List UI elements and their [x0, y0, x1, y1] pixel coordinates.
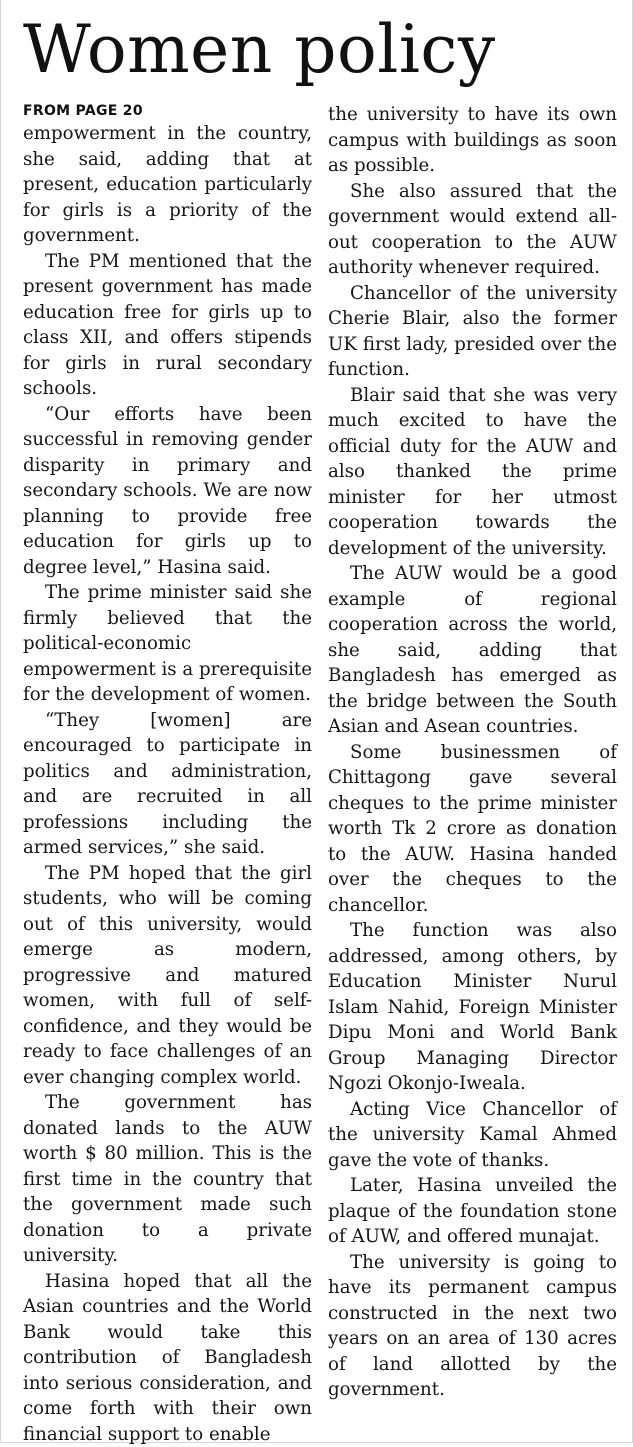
paragraph: The prime minister said she firmly believed that the political-economic empowerment is a prerequisite for the development of women. — [23, 580, 312, 708]
jump-label: FROM PAGE 20 — [23, 102, 312, 120]
paragraph: Hasina hoped that all the Asian countries and the World Bank would take this contribution of Bangladesh into serious consideration, and come forth with their own financial support to enable — [23, 1269, 312, 1447]
headline: Women policy — [23, 8, 496, 92]
paragraph: Acting Vice Chancellor of the university Kamal Ahmed gave the vote of thanks. — [328, 1097, 617, 1174]
paragraph: Later, Hasina unveiled the plaque of the foundation stone of AUW, and offered munajat. — [328, 1173, 617, 1250]
paragraph: Blair said that she was very much excited to have the official duty for the AUW and also thanked the prime minister for her utmost cooperation towards the development of the university. — [328, 383, 617, 562]
paragraph: The university is going to have its permanent campus constructed in the next two years on an area of 130 acres of land allotted by the government. — [328, 1250, 617, 1403]
paragraph: the university to have its own campus with buildings as soon as possible. — [328, 102, 617, 179]
paragraph: “They [women] are encouraged to participate in politics and administration, and are recruited in all professions including the armed services,” she said. — [23, 708, 312, 861]
paragraph: She also assured that the government would extend all-out cooperation to the AUW authority whenever required. — [328, 179, 617, 281]
paragraph: Chancellor of the university Cherie Blair, also the former UK first lady, presided over the function. — [328, 281, 617, 383]
column-right — [328, 102, 617, 1447]
paragraph: The PM hoped that the girl students, who will be coming out of this university, would emerge as modern, progressive and matured women, with full of self-confidence, and they would be ready to face challenges of an ever changing complex world. — [23, 861, 312, 1091]
paragraph: The AUW would be a good example of regional cooperation across the world, she said, adding that Bangladesh has emerged as the bridge between the South Asian and Asean countries. — [328, 561, 617, 740]
paragraph: empowerment in the country, she said, adding that at present, education particularly for girls is a priority of the government. — [23, 121, 312, 249]
paragraph: The PM mentioned that the present government has made education free for girls up to class XII, and offers stipends for girls in rural secondary schools. — [23, 249, 312, 402]
article-body — [23, 102, 617, 1447]
paragraph: “Our efforts have been successful in removing gender disparity in primary and secondary schools. We are now planning to provide free education for girls up to degree level,” Hasina said. — [23, 402, 312, 581]
column-left — [23, 102, 312, 1447]
paragraph: The government has donated lands to the AUW worth $ 80 million. This is the first time in the country that the government made such donation to a private university. — [23, 1090, 312, 1269]
paragraph: The function was also addressed, among others, by Education Minister Nurul Islam Nahid, Foreign Minister Dipu Moni and World Bank Group Managing Director Ngozi Okonjo-Iweala. — [328, 918, 617, 1097]
paragraph: Some businessmen of Chittagong gave several cheques to the prime minister worth Tk 2 crore as donation to the AUW. Hasina handed over the cheques to the chancellor. — [328, 740, 617, 919]
